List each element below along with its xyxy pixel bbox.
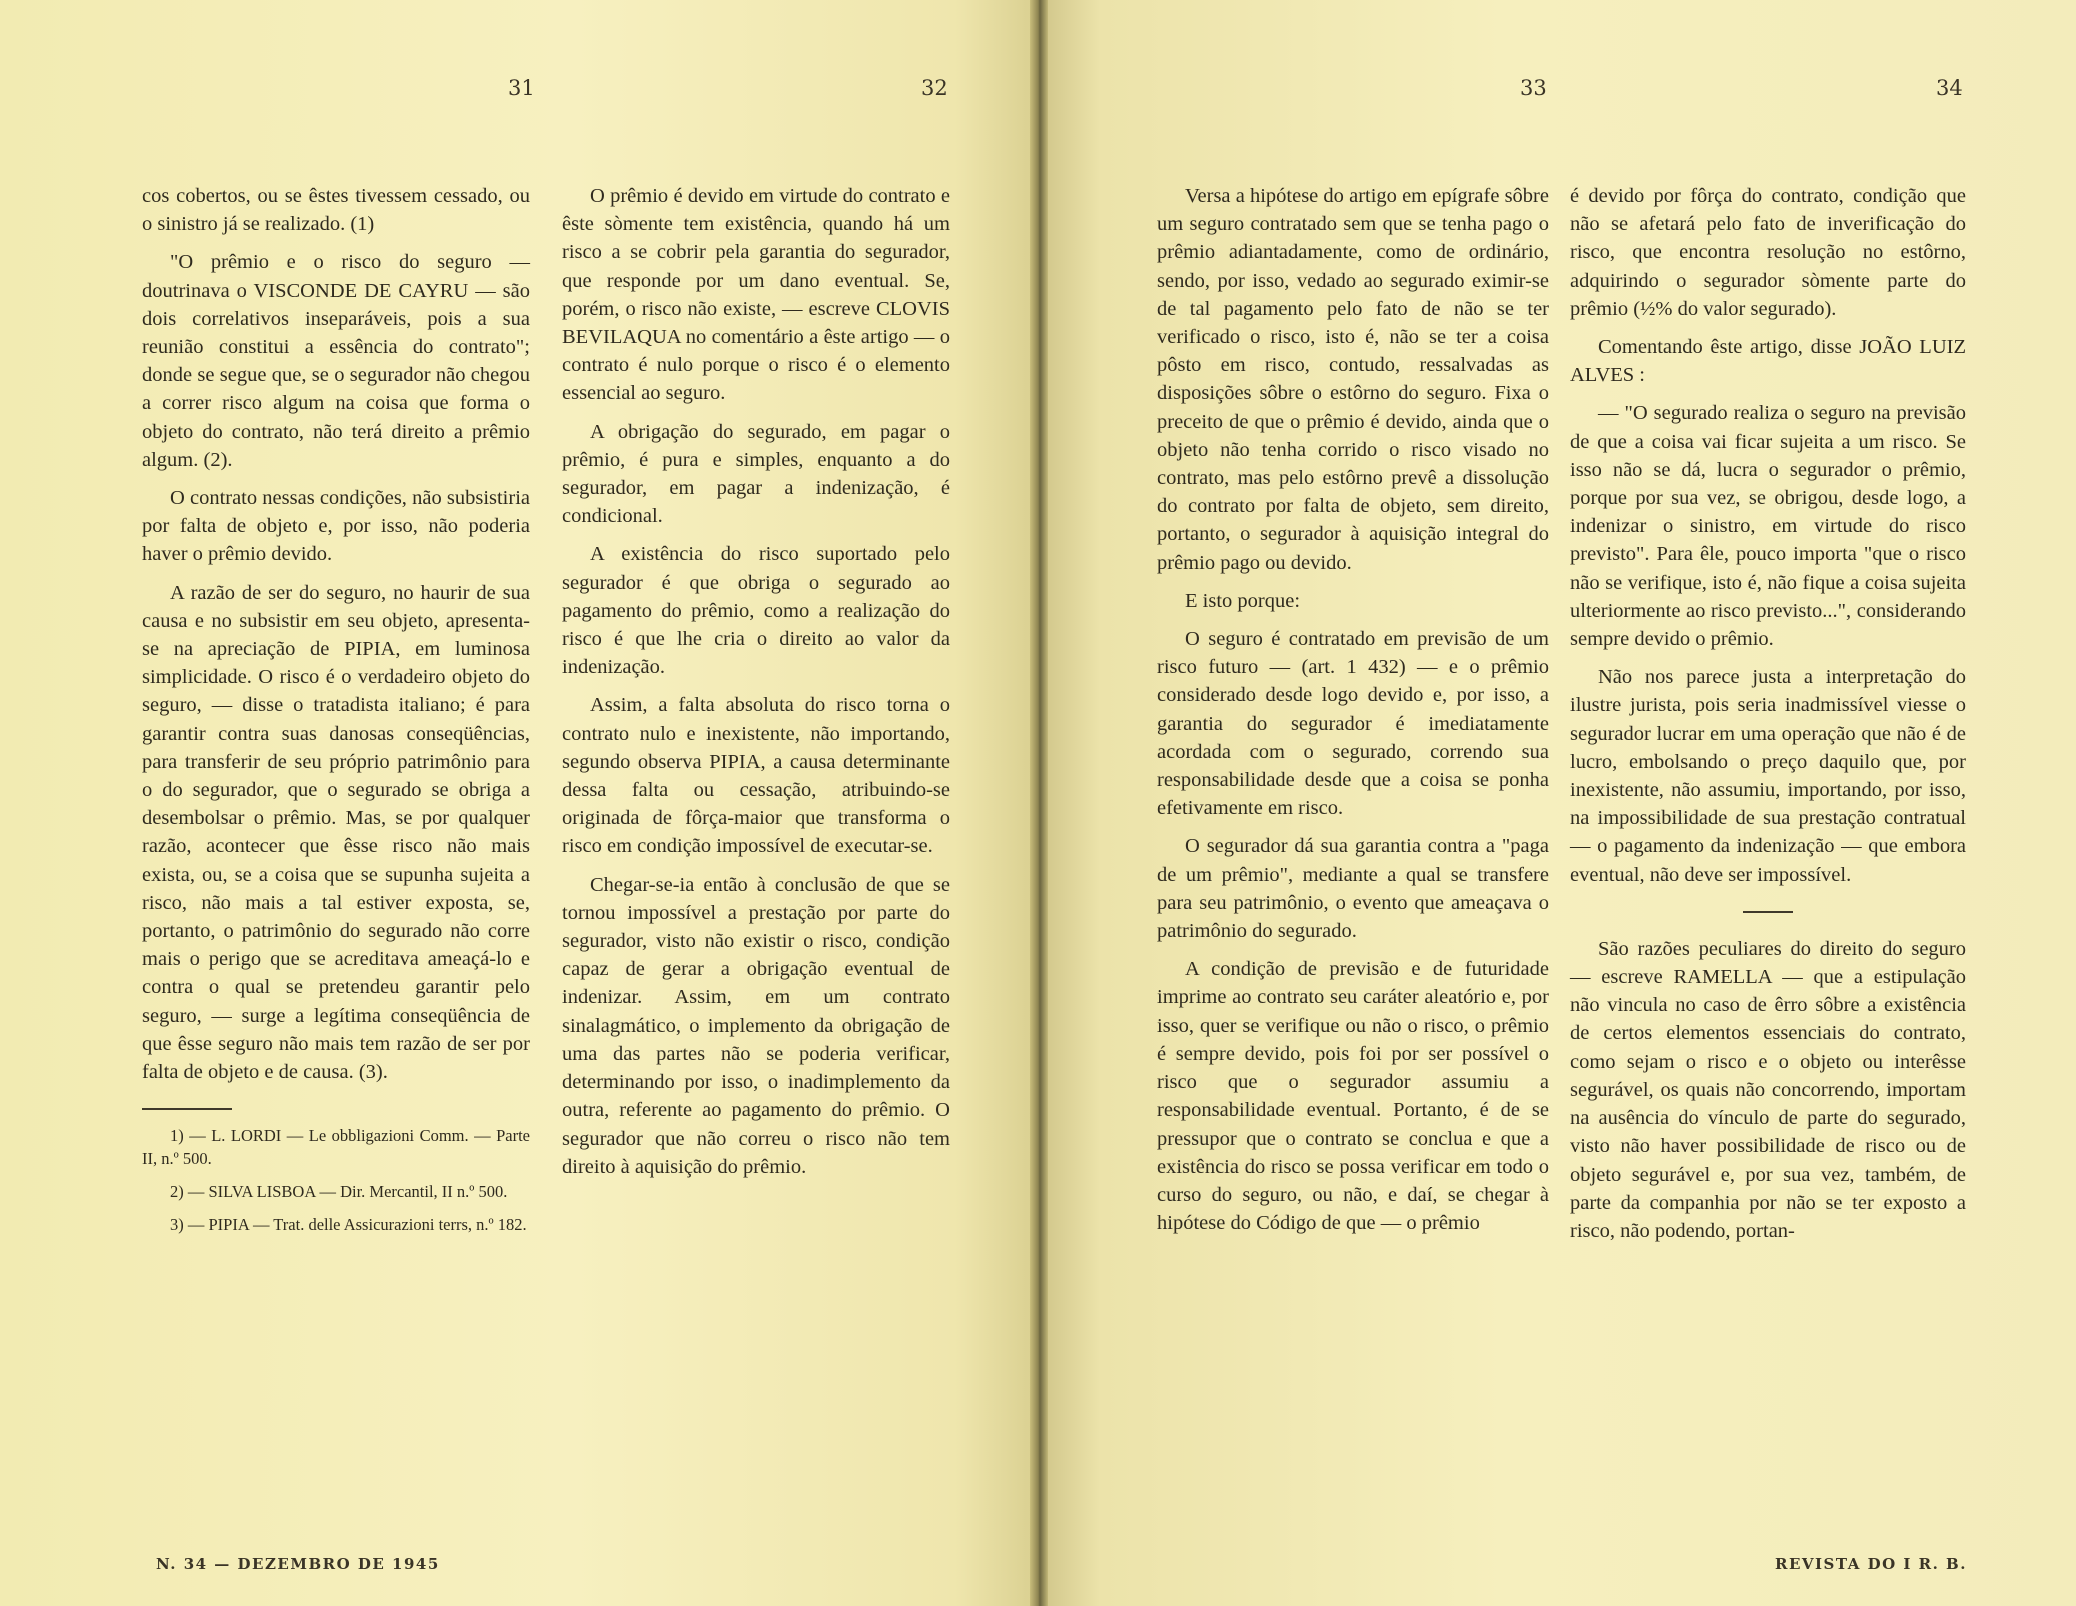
- paragraph: Chegar-se-ia então à conclusão de que se tornou impossível a prestação por parte do segurador, visto não existir o risco, condição capaz de gerar a obrigação eventual de indenizar. Assim, em um contrato sinalagmático, o implemento da obrigação de uma das partes não se poderia verificar, determinando por isso, o inadimplemento da outra, referente ao pagamento do prêmio. O segurador que não correu o risco não tem direito à aquisição do prêmio.: [562, 873, 950, 1178]
- paragraph: E isto porque:: [1185, 589, 1301, 612]
- page-number-33: 33: [1520, 76, 1547, 100]
- paragraph: O segurador dá sua garantia contra a "paga de um prêmio", mediante a qual se transfere para seu patrimônio, o evento que ameaçava o patrimônio do segurado.: [1157, 835, 1549, 943]
- footnote-separator: [142, 1108, 232, 1110]
- page-33-text: [1157, 182, 1549, 1247]
- paragraph: A existência do risco suportado pelo segurador é que obriga o segurado ao pagamento do prêmio, como a realização do risco é que lhe cria o direito ao valor da indenização.: [562, 543, 950, 679]
- paragraph: O seguro é contratado em previsão de um risco futuro — (art. 1 432) — e o prêmio considerado desde logo devido e, por isso, a garantia do segurador é imediatamente acordada com o segurado, correndo sua responsabilidade desde que a coisa se ponha efetivamente em risco.: [1157, 628, 1549, 820]
- paragraph: cos cobertos, ou se êstes tivessem cessado, ou o sinistro já se realizado. (1): [142, 185, 530, 236]
- footer-issue: N. 34 — DEZEMBRO DE 1945: [156, 1555, 440, 1573]
- paragraph: Comentando êste artigo, disse JOÃO LUIZ ALVES :: [1570, 336, 1966, 387]
- paragraph: O contrato nessas condições, não subsistiria por falta de objeto e, por isso, não poderia haver o prêmio devido.: [142, 487, 530, 566]
- paragraph: A obrigação do segurado, em pagar o prêmio, é pura e simples, enquanto a do segurador, em pagar a indenização, é condicional.: [562, 420, 950, 528]
- section-divider: [1743, 911, 1793, 913]
- footnote: 1) — L. LORDI — Le obbligazioni Comm. — Parte II, n.º 500.: [142, 1126, 530, 1169]
- page-number-31: 31: [508, 76, 535, 100]
- paragraph: — "O segurado realiza o seguro na previsão de que a coisa vai ficar sujeita a um risco. Se isso não se dá, lucra o segurador o prêmio, porque por sua vez, se obrigou, desde logo, a indenizar o sinistro, em virtude do risco previsto". Para êle, pouco importa "que o risco não se verifique, isto é, não fique a coisa sujeita ulteriormente ao risco previsto...", considerando sempre devido o prêmio.: [1570, 402, 1966, 651]
- paragraph: A razão de ser do seguro, no haurir de sua causa e no subsistir em seu objeto, apresenta-se na apreciação de PIPIA, em luminosa simplicidade. O risco é o verdadeiro objeto do seguro, — disse o tratadista italiano; é para garantir contra suas danosas conseqüências, para transferir de seu próprio patrimônio para o do segurador, que o segurado se obriga a desembolsar o prêmio. Mas, se por qualquer razão, acontecer que êsse risco não mais exista, ou, se a coisa que se supunha sujeita a risco, não mais a tal estiver exposta, se, portanto, o patrimônio do segurado não corre mais o perigo que se acreditava ameaçá-lo e contra o qual se pretendeu garantir pelo seguro, — surge a legítima conseqüência de que êsse seguro não mais tem razão de ser por falta de objeto e de causa. (3).: [142, 581, 530, 1084]
- paragraph: "O prêmio e o risco do seguro — doutrinava o VISCONDE DE CAYRU — são dois correlativos inseparáveis, pois a sua reunião constitui a essência do contrato"; donde se segue que, se o segurador não chegou a correr risco algum na coisa que forma o objeto do contrato, não terá direito a prêmio algum. (2).: [142, 251, 530, 471]
- footnote: 2) — SILVA LISBOA — Dir. Mercantil, II n.º 500.: [170, 1182, 508, 1202]
- paragraph: A condição de previsão e de futuridade imprime ao contrato seu caráter aleatório e, por isso, quer se verifique ou não o risco, o prêmio é sempre devido, pois foi por ser possível o risco que o segurador assumiu a responsabilidade eventual. Portanto, é de se pressupor que o contrato se conclua e que a existência do risco se possa verificar em todo o curso do seguro, ou não, e daí, se chegar à hipótese do Código de que — o prêmio: [1157, 958, 1549, 1235]
- paragraph: São razões peculiares do direito do seguro — escreve RAMELLA — que a estipulação não vincula no caso de êrro sôbre a existência de certos elementos essenciais do contrato, como sejam o risco e o objeto ou interêsse segurável, os quais não concorrendo, importam na ausência do vínculo de parte do segurado, visto não haver possibilidade de risco ou de objeto segurável e, por sua vez, também, de parte da companhia por não se ter exposto a risco, não podendo, portan-: [1570, 937, 1966, 1242]
- page-number-34: 34: [1936, 76, 1963, 100]
- paragraph: Não nos parece justa a interpretação do ilustre jurista, pois seria inadmissível viesse o segurador lucrar em uma operação que não é de lucro, embolsando o preço daquilo que, por inexistente, não assumiu, importando, por isso, na impossibilidade de sua prestação contratual — o pagamento da indenização — que embora eventual, não deve ser impossível.: [1570, 666, 1966, 886]
- paragraph: é devido por fôrça do contrato, condição que não se afetará pelo fato de inverificação do risco, que encontra resolução no estôrno, adquirindo o segurador sòmente parte do prêmio (½% do valor segurado).: [1570, 185, 1966, 320]
- paragraph: O prêmio é devido em virtude do contrato e êste sòmente tem existência, quando há um risco a se cobrir pela garantia do segurador, que responde por um dano eventual. Se, porém, o risco não existe, — escreve CLOVIS BEVILAQUA no comentário a êste artigo — o contrato é nulo porque o risco é o elemento essencial ao seguro.: [562, 185, 950, 405]
- paragraph: Versa a hipótese do artigo em epígrafe sôbre um seguro contratado sem que se tenha pago o prêmio adiantadamente, como de ordinário, sendo, por isso, vedado ao segurado eximir-se de tal pagamento pelo fato de não se ter verificado o risco, isto é, não se ter a coisa pôsto em risco, contudo, ressalvadas as disposições sôbre o estôrno do seguro. Fixa o preceito de que o prêmio é devido, ainda que o objeto não tenha corrido o risco visado no contrato, mas pelo estôrno prevê a dissolução do contrato por falta de objeto, sem direito, portanto, o segurador à aquisição integral do prêmio pago ou devido.: [1157, 185, 1549, 574]
- page-31-text: [142, 182, 530, 1246]
- page-number-32: 32: [921, 76, 948, 100]
- paragraph: Assim, a falta absoluta do risco torna o contrato nulo e inexistente, não importando, segundo observa PIPIA, a causa determinante dessa falta ou cessação, atribuindo-se originada de fôrça-maior que transforma o risco em condição impossível de executar-se.: [562, 694, 950, 858]
- footer-journal: REVISTA DO I R. B.: [1775, 1555, 1967, 1573]
- page-34-text: [1570, 182, 1966, 1255]
- footnote: 3) — PIPIA — Trat. delle Assicurazioni terrs, n.º 182.: [170, 1215, 527, 1235]
- book-spine: [1030, 0, 1048, 1606]
- page-32-text: [562, 182, 950, 1191]
